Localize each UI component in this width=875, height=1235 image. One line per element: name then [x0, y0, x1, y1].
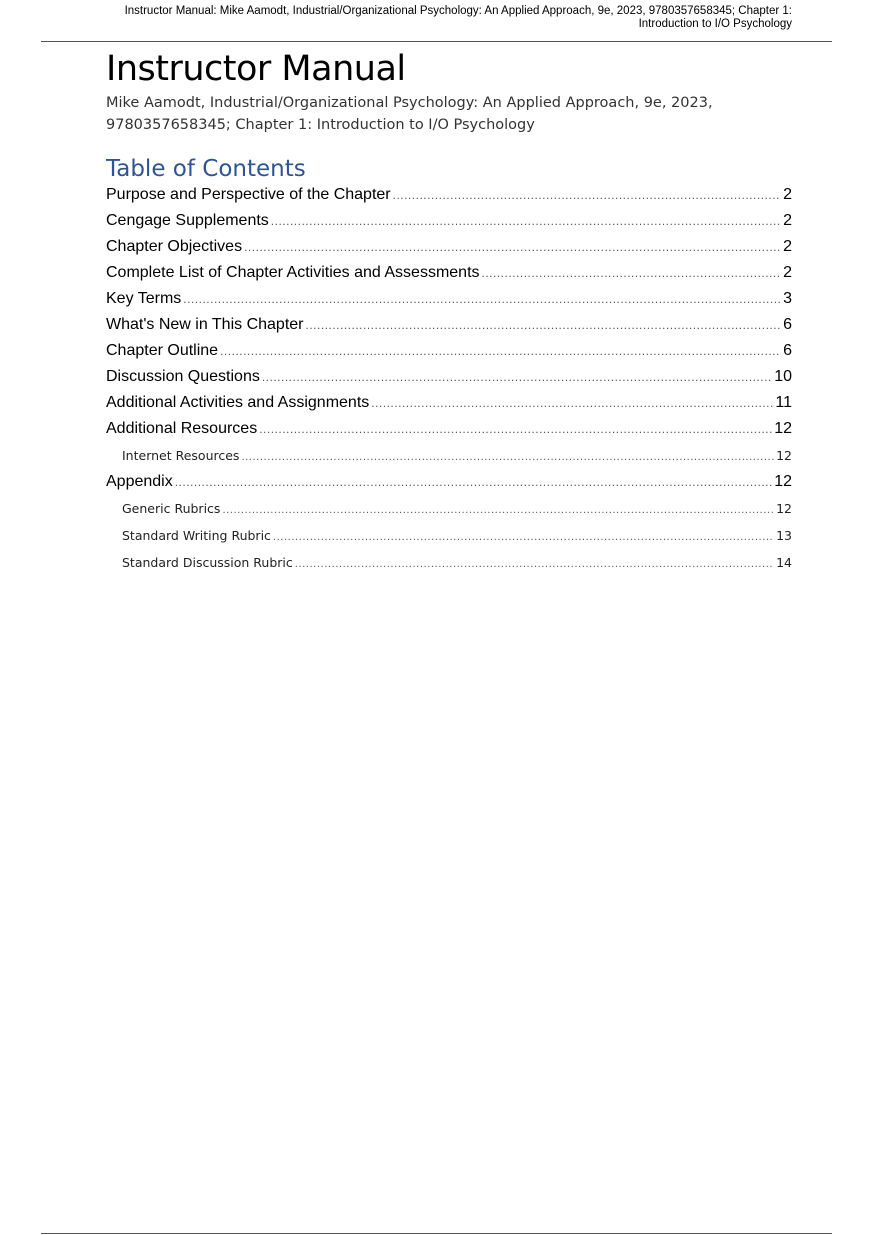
toc-entry-label: Additional Resources	[106, 420, 258, 437]
toc-dot-leader	[262, 364, 772, 390]
table-of-contents	[106, 182, 792, 576]
toc-entry[interactable]	[106, 390, 792, 416]
toc-entry[interactable]	[106, 312, 792, 338]
toc-dot-leader	[222, 497, 774, 524]
toc-dot-leader	[273, 524, 774, 551]
toc-entry-label: Chapter Outline	[106, 342, 219, 359]
toc-entry[interactable]	[106, 416, 792, 442]
toc-entry-label: Cengage Supplements	[106, 212, 269, 229]
toc-page-number: 2	[783, 212, 792, 229]
header-rule	[41, 41, 832, 42]
toc-subentry[interactable]	[106, 522, 792, 549]
toc-page-number: 11	[775, 394, 792, 411]
toc-entry-label: Generic Rubrics	[122, 501, 221, 516]
toc-dot-leader	[371, 390, 773, 416]
document-title: Instructor Manual	[106, 49, 406, 89]
toc-dot-leader	[295, 551, 774, 578]
toc-subentry[interactable]	[106, 442, 792, 469]
toc-page-number: 12	[776, 501, 792, 516]
toc-entry-label: Discussion Questions	[106, 368, 260, 385]
running-header: Instructor Manual: Mike Aamodt, Industrial/Organizational Psychology: An Applied Approach, 9e, 2023, 9780357658345; Chapter 1: Introduction to I/O Psychology	[124, 5, 792, 30]
toc-page-number: 10	[774, 368, 792, 385]
toc-entry-label: Standard Writing Rubric	[122, 528, 271, 543]
toc-dot-leader	[220, 338, 781, 364]
toc-entry[interactable]	[106, 286, 792, 312]
toc-entry-label: Appendix	[106, 473, 173, 490]
toc-page-number: 12	[774, 420, 792, 437]
toc-dot-leader	[393, 182, 781, 208]
toc-page-number: 2	[783, 186, 792, 203]
toc-entry-label: Additional Activities and Assignments	[106, 394, 370, 411]
toc-page-number: 6	[783, 342, 792, 359]
toc-entry-label: Chapter Objectives	[106, 238, 243, 255]
toc-entry-label: Internet Resources	[122, 448, 240, 463]
footer-rule	[41, 1233, 832, 1234]
toc-entry[interactable]	[106, 469, 792, 495]
toc-subentry[interactable]	[106, 495, 792, 522]
toc-entry-label: What's New in This Chapter	[106, 316, 304, 333]
toc-entry[interactable]	[106, 364, 792, 390]
toc-page-number: 6	[783, 316, 792, 333]
toc-subentry[interactable]	[106, 549, 792, 576]
toc-entry-label: Key Terms	[106, 290, 182, 307]
toc-page-number: 12	[774, 473, 792, 490]
toc-dot-leader	[271, 208, 781, 234]
toc-entry[interactable]	[106, 260, 792, 286]
toc-entry[interactable]	[106, 208, 792, 234]
toc-dot-leader	[175, 469, 772, 495]
document-subtitle: Mike Aamodt, Industrial/Organizational Psychology: An Applied Approach, 9e, 2023, 9780357658345; Chapter 1: Introduction to I/O Psychology	[106, 95, 713, 133]
toc-entry[interactable]	[106, 182, 792, 208]
toc-entry[interactable]	[106, 338, 792, 364]
toc-entry-label: Purpose and Perspective of the Chapter	[106, 186, 391, 203]
toc-dot-leader	[241, 444, 774, 471]
toc-page-number: 12	[776, 448, 792, 463]
toc-page-number: 2	[783, 264, 792, 281]
toc-entry-label: Complete List of Chapter Activities and Assessments	[106, 264, 480, 281]
toc-page-number: 2	[783, 238, 792, 255]
toc-entry[interactable]	[106, 234, 792, 260]
toc-heading: Table of Contents	[106, 156, 306, 182]
toc-dot-leader	[183, 286, 781, 312]
toc-dot-leader	[482, 260, 782, 286]
toc-dot-leader	[306, 312, 782, 338]
toc-dot-leader	[259, 416, 772, 442]
toc-page-number: 14	[776, 555, 792, 570]
toc-page-number: 13	[776, 528, 792, 543]
toc-page-number: 3	[783, 290, 792, 307]
toc-dot-leader	[244, 234, 781, 260]
toc-entry-label: Standard Discussion Rubric	[122, 555, 293, 570]
